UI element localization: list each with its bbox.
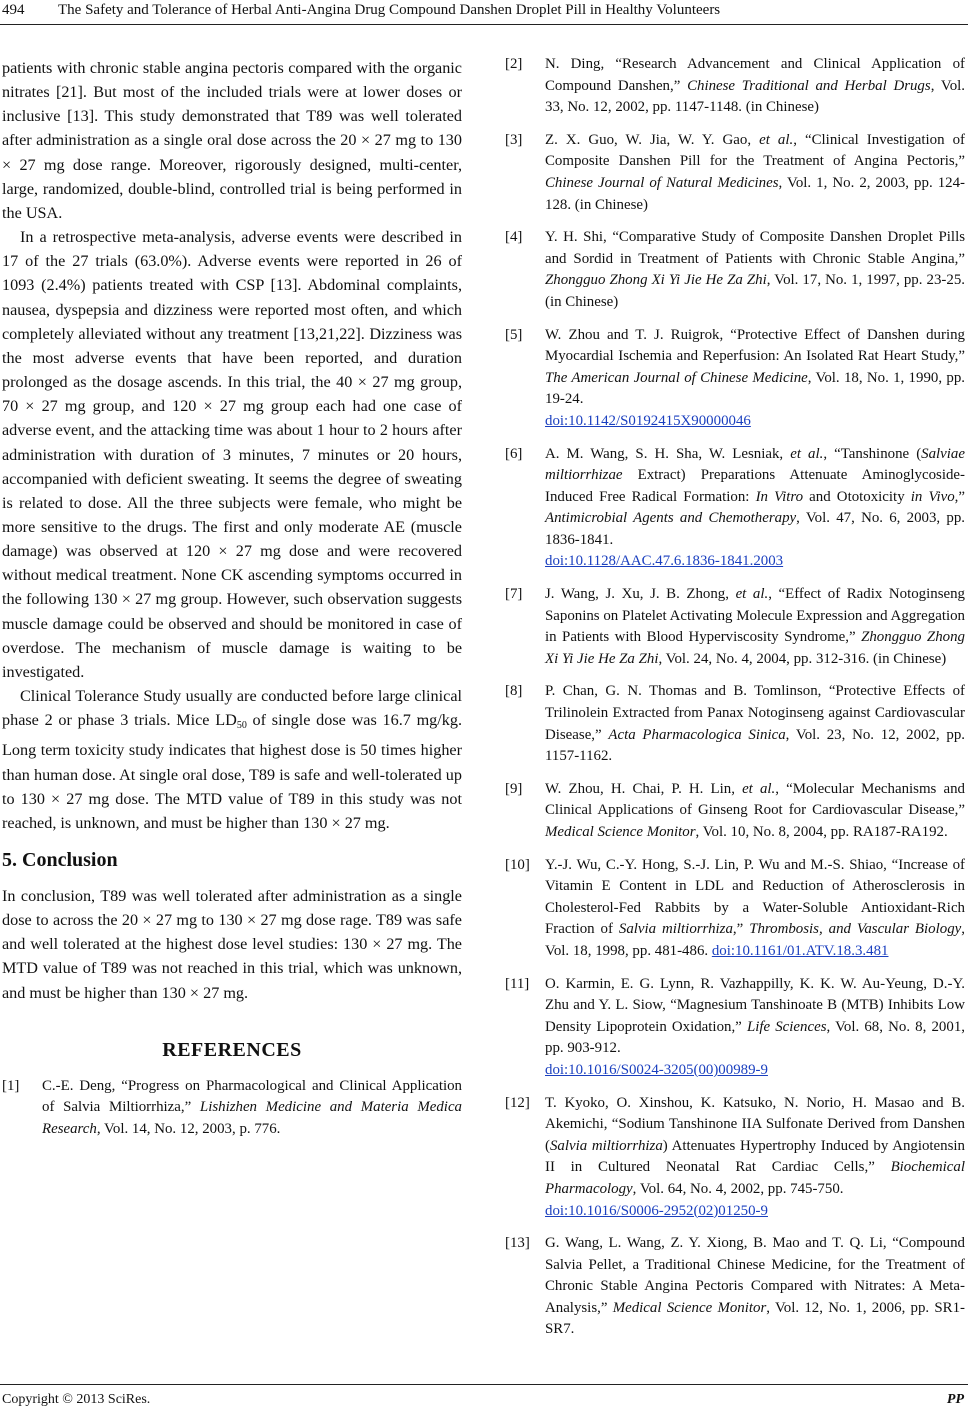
doi-link[interactable]: doi:10.1161/01.ATV.18.3.481 bbox=[711, 942, 889, 959]
reference-number: [10] bbox=[505, 856, 530, 873]
reference-text: N. Ding, “Research Advancement and Clinical Application of Compound Danshen,” bbox=[545, 56, 965, 94]
reference-item bbox=[505, 227, 965, 313]
footer-rule bbox=[0, 1384, 968, 1385]
reference-details: , Vol. 12, No. 1, 2006, pp. SR1-SR7. bbox=[545, 1299, 966, 1338]
copyright: Copyright © 2013 SciRes. bbox=[2, 1392, 151, 1407]
section-heading-conclusion: 5. Conclusion bbox=[2, 849, 118, 871]
reference-text: ,” bbox=[732, 921, 750, 938]
reference-text: Y. H. Shi, “Comparative Study of Composite Danshen Droplet Pills and Sordid in Treatment of Patients with Chronic Stable Angina,” bbox=[545, 229, 965, 267]
reference-details: , Vol. 23, No. 12, 2002, pp. 1157-1162. bbox=[545, 726, 965, 765]
reference-details: , Vol. 47, No. 6, 2003, pp. 1836-1841. bbox=[545, 510, 965, 548]
reference-item bbox=[505, 584, 965, 670]
reference-text: ) Attenuates Hypertrophy Induced by Angiotensin II in Cultured Neonatal Rat Cardiac Cells,” bbox=[545, 1137, 965, 1176]
reference-number: [2] bbox=[505, 56, 523, 72]
journal-name: Zhongguo Zhong Xi Yi Jie He Za Zhi bbox=[545, 629, 965, 667]
journal-name: Lishizhen Medicine and Materia Medica Research bbox=[42, 1099, 463, 1137]
reference-text: W. Zhou, H. Chai, P. H. Lin, bbox=[545, 780, 743, 797]
running-title: The Safety and Tolerance of Herbal Anti-Angina Drug Compound Danshen Droplet Pill in Healthy Volunteers bbox=[58, 2, 721, 18]
doi-link[interactable]: doi:10.1142/S0192415X90000046 bbox=[545, 412, 751, 429]
species-name: Salvia miltiorrhiza bbox=[549, 1137, 663, 1154]
reference-details: , Vol. 18, No. 1, 1990, pp. 19-24. bbox=[545, 369, 965, 408]
reference-number: [12] bbox=[505, 1094, 530, 1111]
reference-text: and Ototoxicity bbox=[803, 488, 911, 505]
journal-name: The American Journal of Chinese Medicine bbox=[545, 369, 808, 386]
et-al: et al. bbox=[759, 131, 794, 148]
reference-text: O. Karmin, E. G. Lynn, R. Vazhappilly, K. K. W. Au-Yeung, D.-Y. Zhu and Y. L. Siow, “Magnesium Tanshinoate B (MTB) Inhibits Low Density Lipoprotein Oxidation,” bbox=[545, 975, 965, 1035]
reference-item bbox=[505, 1093, 965, 1223]
reference-text: , “Clinical Investigation of Composite Danshen Pill for the Treatment of Angina Pectoris,” bbox=[545, 131, 966, 170]
reference-number: [6] bbox=[505, 445, 523, 462]
reference-text: Y.-J. Wu, C.-Y. Hong, S.-J. Lin, P. Wu and M.-S. Shiao, “Increase of Vitamin E Content in LDL and Reduction of Atherosclerosis in Cholesterol-Fed Rabbits by a Water-Soluble Antioxidant-Rich Fraction of bbox=[545, 856, 965, 938]
reference-text: T. Kyoko, O. Xinshou, K. Katsuko, N. Norio, H. Masao and B. Akemichi, “Sodium Tanshinone IIA Sulfonate Derived from Danshen ( bbox=[545, 1094, 965, 1154]
reference-text: G. Wang, L. Wang, Z. Y. Xiong, B. Mao and T. Q. Li, “Compound Salvia Pellet, a Traditional Chinese Medicine, for the Treatment of Chronic Stable Angina Pectoris Compared with Nitrates: A Meta-Analysis,” bbox=[545, 1235, 965, 1316]
reference-item bbox=[505, 1233, 965, 1341]
reference-item bbox=[2, 1076, 462, 1141]
reference-text: P. Chan, G. N. Thomas and B. Tomlinson, “Protective Effects of Trilinolein Extracted from Panax Notoginseng against Cardiovascular Disease,” bbox=[545, 683, 965, 743]
journal-name: Zhongguo Zhong Xi Yi Jie He Za Zhi bbox=[545, 272, 767, 289]
paragraph-3-text-a: Clinical Tolerance Study usually are conducted before large clinical phase 2 or phase 3 trials. Mice LD bbox=[2, 687, 462, 730]
reference-text: C.-E. Deng, “Progress on Pharmacological and Clinical Application of Salvia Miltiorrhiza,” bbox=[42, 1077, 462, 1116]
journal-name: Chinese Journal of Natural Medicines bbox=[545, 174, 779, 191]
paragraph-2: In a retrospective meta-analysis, adverse events were described in 17 of the 27 trials (63.0%). Adverse events were reported in 26 of 1093 (2.4%) patients treated with CSP [13]. Abdominal complaints, nausea, dyspepsia and dizziness were reported most often, and which completely alleviated without any treatment [13,21,22]. Dizziness was the most adverse events that have been reported, and duration prolonged as the dosage ascends. In this trial, the 40 × 27 mg group, 70 × 27 mg group, and 120 × 27 mg group each had one case of adverse event, and the attacking time was about 1 hour to 2 hours after administration with duration of 3 minutes, 7 minutes or 20 hours, accompanied with deficient sweating. It seems the degree of sweating is related to dose. All the three subjects were female, who might be more sensitive to the drugs. The first and only moderate AE (muscle damage) was observed at 120 × 27 mg dose and were recovered without medical treatment. None CK ascending symptoms occurred in the following 130 × 27 mg group. However, such observation suggests muscle damage could be observed and should be monitored in case of overdose. The mechanism of muscle damage is waiting to be investigated. bbox=[2, 228, 462, 681]
running-header bbox=[0, 0, 968, 22]
reference-item bbox=[505, 779, 965, 844]
paragraph-3 bbox=[2, 684, 462, 835]
reference-details: , Vol. 14, No. 12, 2003, p. 776. bbox=[96, 1120, 281, 1137]
journal-name: Life Sciences bbox=[746, 1018, 827, 1035]
reference-details: , Vol. 10, No. 8, 2004, pp. RA187-RA192. bbox=[695, 824, 948, 840]
doi-link[interactable]: doi:10.1016/S0006-2952(02)01250-9 bbox=[545, 1202, 768, 1219]
et-al: et al. bbox=[735, 586, 769, 603]
reference-item bbox=[505, 130, 965, 216]
reference-details: , Vol. 68, No. 8, 2001, pp. 903-912. bbox=[545, 1018, 965, 1057]
species-name: Salviae miltiorrhizae bbox=[545, 445, 965, 484]
right-column bbox=[505, 54, 965, 1352]
in-vivo: in Vivo bbox=[910, 488, 955, 505]
ld50-subscript: 50 bbox=[236, 720, 247, 732]
reference-number: [3] bbox=[505, 131, 523, 148]
page-number: 494 bbox=[2, 2, 25, 18]
reference-details: , Vol. 24, No. 4, 2004, pp. 312-316. (in Chinese) bbox=[658, 650, 947, 667]
reference-number: [4] bbox=[505, 229, 523, 246]
left-column bbox=[2, 56, 462, 1152]
reference-details: , Vol. 18, 1998, pp. 481-486. bbox=[545, 921, 965, 959]
reference-item bbox=[505, 974, 965, 1082]
reference-text: W. Zhou and T. J. Ruigrok, “Protective Effect of Danshen during Myocardial Ischemia and Reperfusion: An Isolated Rat Heart Study,” bbox=[545, 326, 965, 365]
reference-number: [7] bbox=[505, 586, 523, 603]
reference-text: ,” bbox=[954, 488, 965, 505]
reference-number: [9] bbox=[505, 780, 523, 797]
et-al: et al. bbox=[790, 445, 824, 462]
header-rule bbox=[0, 24, 968, 25]
journal-name: Medical Science Monitor bbox=[545, 824, 696, 840]
reference-number: [11] bbox=[505, 975, 530, 992]
reference-text: Z. X. Guo, W. Jia, W. Y. Gao, bbox=[545, 131, 760, 148]
reference-number: [8] bbox=[505, 683, 523, 700]
reference-item bbox=[505, 444, 965, 574]
doi-link[interactable]: doi:10.1128/AAC.47.6.1836-1841.2003 bbox=[545, 553, 784, 570]
doi-link[interactable]: doi:10.1016/S0024-3205(00)00989-9 bbox=[545, 1061, 768, 1078]
reference-number: [1] bbox=[2, 1077, 20, 1094]
reference-number: [13] bbox=[505, 1235, 530, 1252]
in-vitro: In Vitro bbox=[755, 488, 804, 505]
reference-details: , Vol. 17, No. 1, 1997, pp. 23-25. (in Chinese) bbox=[545, 272, 965, 310]
reference-item bbox=[505, 681, 965, 767]
reference-item bbox=[505, 855, 965, 963]
et-al: et al. bbox=[742, 780, 776, 797]
reference-item bbox=[505, 325, 965, 433]
journal-name: Chinese Traditional and Herbal Drugs bbox=[687, 77, 931, 94]
reference-text: , “Molecular Mechanisms and Clinical Applications of Ginseng Root for Cardiovascular Disease,” bbox=[545, 780, 965, 819]
journal-name: Antimicrobial Agents and Chemotherapy bbox=[545, 510, 797, 527]
reference-item bbox=[505, 54, 965, 119]
reference-text: , “Effect of Radix Notoginseng Saponins on Platelet Activating Molecule Expression and Aggregation in Patients with Blood Hyperviscosity Syndrome,” bbox=[545, 586, 965, 646]
journal-name: Thrombosis bbox=[749, 921, 819, 938]
journal-abbreviation: PP bbox=[946, 1392, 964, 1407]
journal-name: Medical Science Monitor bbox=[612, 1299, 767, 1316]
reference-details: , Vol. 1, No. 2, 2003, pp. 124-128. (in Chinese) bbox=[545, 174, 965, 213]
reference-details: , Vol. 64, No. 4, 2002, pp. 745-750. bbox=[632, 1180, 844, 1197]
journal-name-cont: , and Vascular Biology bbox=[818, 921, 962, 938]
reference-number: [5] bbox=[505, 326, 523, 343]
paragraph-conclusion: In conclusion, T89 was well tolerated after administration as a single dose to across the 20 × 27 mg to 130 × 27 mg dose rage. T89 was safe and well tolerated at the highest dose level studies: 130 × 27 mg. The MTD value of T89 was not reached in this trial, which was unknown, and must be higher than 130 × 27 mg. bbox=[2, 887, 462, 1002]
journal-name: Acta Pharmacologica Sinica bbox=[608, 726, 786, 743]
paragraph-1: patients with chronic stable angina pectoris compared with the organic nitrates [21]. But most of the included trials were at lower doses or inclusive [13]. This study demonstrated that T89 was well tolerated after administration as a single oral dose across the 20 × 27 mg to 130 × 27 mg dose range. Moreover, rigorously designed, multi-center, large, randomized, double-blind, controlled trial is being performed in the USA. bbox=[2, 59, 462, 222]
journal-name: Biochemical Pharmacology bbox=[545, 1159, 965, 1197]
species-name: Salvia miltiorrhiza bbox=[618, 921, 733, 938]
reference-text: A. M. Wang, S. H. Sha, W. Lesniak, bbox=[545, 445, 791, 462]
reference-text: J. Wang, J. Xu, J. B. Zhong, bbox=[545, 586, 736, 603]
references-heading: REFERENCES bbox=[162, 1038, 302, 1061]
reference-text: , “Tanshinone ( bbox=[823, 445, 922, 462]
reference-details: , Vol. 33, No. 12, 2002, pp. 1147-1148. (in Chinese) bbox=[545, 77, 965, 116]
reference-text: Extract) Preparations Attenuate Aminoglycoside-Induced Free Radical Formation: bbox=[545, 467, 965, 505]
paragraph-3-text-b: of single dose was 16.7 mg/kg. Long term toxicity study indicates that highest dose is 50 times higher than human dose. At single oral dose, T89 is safe and well-tolerated up to 130 × 27 mg dose. The MTD value of T89 in this study was not reached, is unknown, and must be higher than 130 × 27 mg. bbox=[2, 711, 462, 832]
